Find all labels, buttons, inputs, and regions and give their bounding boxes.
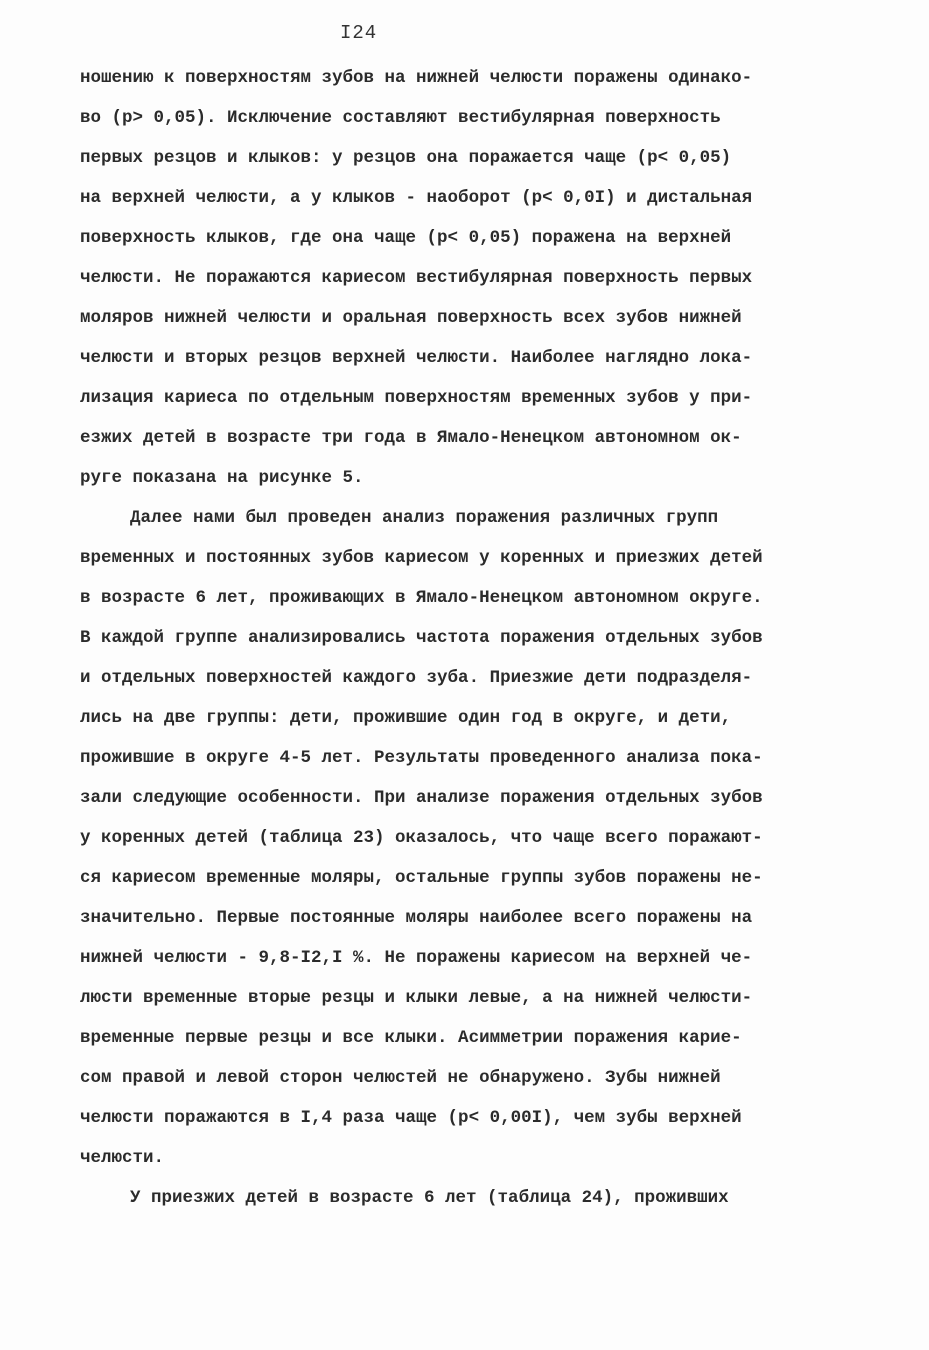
- text-line: в возрасте 6 лет, проживающих в Ямало-Ненецком автономном округе.: [80, 588, 763, 608]
- text-line: люсти временные вторые резцы и клыки левые, а на нижней челюсти-: [80, 988, 753, 1008]
- text-line: В каждой группе анализировались частота поражения отдельных зубов: [80, 628, 763, 648]
- text-line: значительно. Первые постоянные моляры наиболее всего поражены на: [80, 908, 753, 928]
- text-line: во (p> 0,05). Исключение составляют вестибулярная поверхность: [80, 108, 721, 128]
- body-text: [80, 58, 870, 1218]
- text-line: Далее нами был проведен анализ поражения различных групп: [130, 508, 719, 528]
- text-line: лизация кариеса по отдельным поверхностям временных зубов у при-: [80, 388, 753, 408]
- text-line: у коренных детей (таблица 23) оказалось, что чаще всего поражают-: [80, 828, 763, 848]
- text-line: ся кариесом временные моляры, остальные группы зубов поражены не-: [80, 868, 763, 888]
- text-line: на верхней челюсти, а у клыков - наоборот (p< 0,0I) и дистальная: [80, 188, 753, 208]
- text-line: У приезжих детей в возрасте 6 лет (таблица 24), проживших: [130, 1188, 729, 1208]
- text-line: ношению к поверхностям зубов на нижней челюсти поражены одинако-: [80, 68, 753, 88]
- text-line: лись на две группы: дети, прожившие один год в округе, и дети,: [80, 708, 732, 728]
- text-line: челюсти поражаются в I,4 раза чаще (p< 0,00I), чем зубы верхней: [80, 1108, 742, 1128]
- text-line: и отдельных поверхностей каждого зуба. Приезжие дети подразделя-: [80, 668, 753, 688]
- text-line: моляров нижней челюсти и оральная поверхность всех зубов нижней: [80, 308, 742, 328]
- text-line: прожившие в округе 4-5 лет. Результаты проведенного анализа пока-: [80, 748, 763, 768]
- text-line: челюсти.: [80, 1148, 165, 1168]
- text-line: челюсти. Не поражаются кариесом вестибулярная поверхность первых: [80, 268, 753, 288]
- text-line: езжих детей в возрасте три года в Ямало-Ненецком автономном ок-: [80, 428, 742, 448]
- text-line: первых резцов и клыков: у резцов она поражается чаще (p< 0,05): [80, 148, 732, 168]
- page-number: I24: [340, 22, 378, 44]
- text-line: временные первые резцы и все клыки. Асимметрии поражения карие-: [80, 1028, 742, 1048]
- text-line: нижней челюсти - 9,8-I2,I %. Не поражены кариесом на верхней че-: [80, 948, 753, 968]
- text-line: временных и постоянных зубов кариесом у коренных и приезжих детей: [80, 548, 763, 568]
- text-line: руге показана на рисунке 5.: [80, 468, 364, 488]
- text-line: сом правой и левой сторон челюстей не обнаружено. Зубы нижней: [80, 1068, 721, 1088]
- text-line: челюсти и вторых резцов верхней челюсти. Наиболее наглядно лока-: [80, 348, 753, 368]
- text-line: зали следующие особенности. При анализе поражения отдельных зубов: [80, 788, 763, 808]
- text-line: поверхность клыков, где она чаще (p< 0,05) поражена на верхней: [80, 228, 732, 248]
